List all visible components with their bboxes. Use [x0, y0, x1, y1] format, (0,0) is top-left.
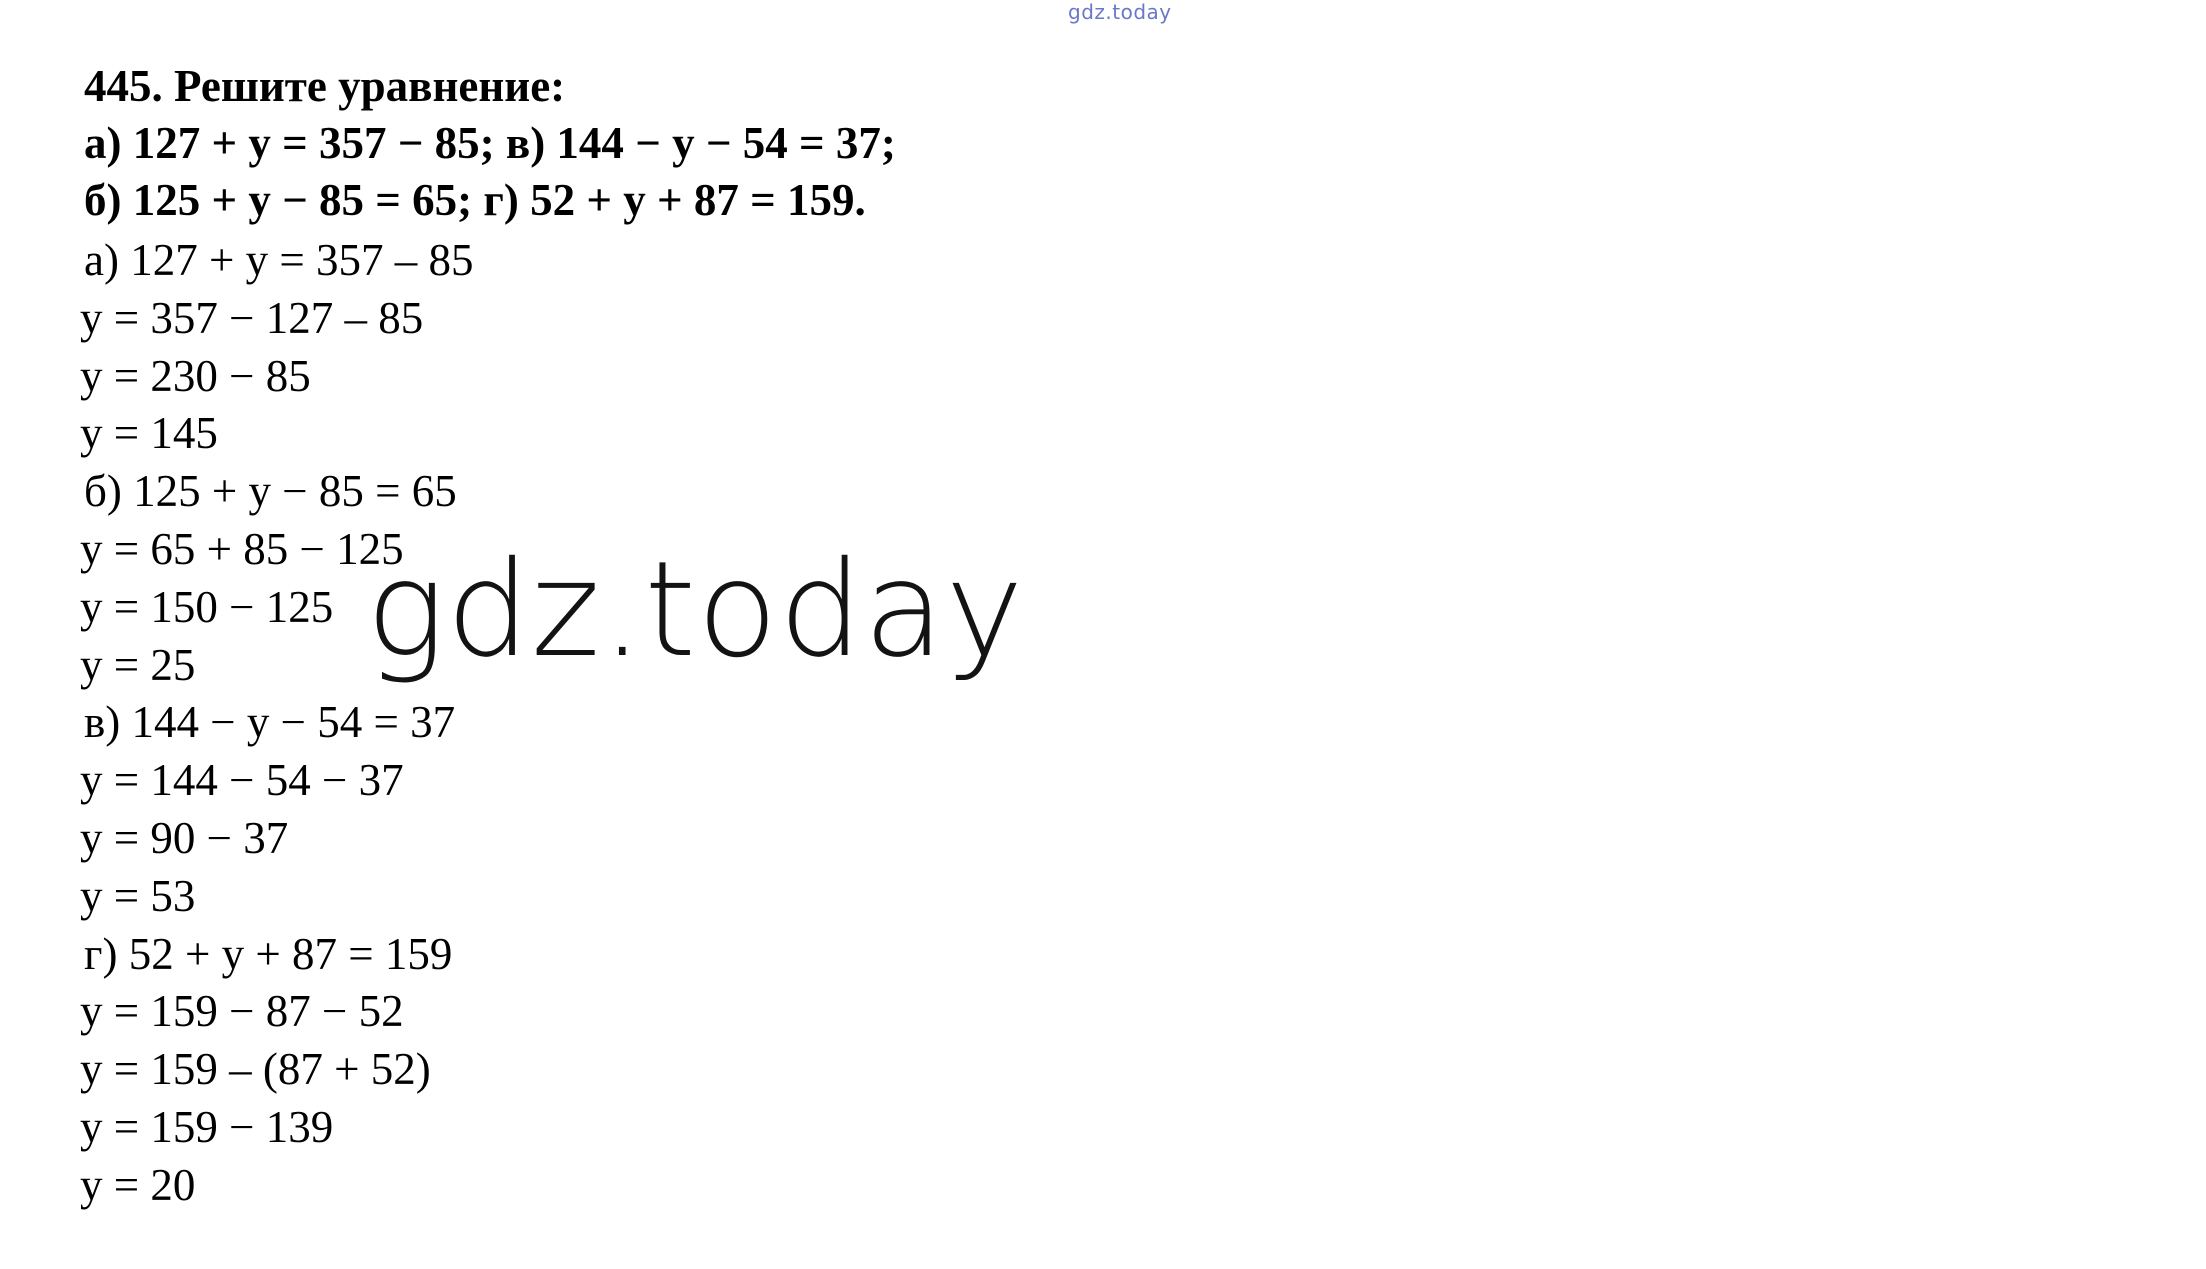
- solution-line: y = 20: [80, 1159, 196, 1210]
- solution-line: y = 159 – (87 + 52): [80, 1044, 431, 1095]
- solution-line: б) 125 + y − 85 = 65: [84, 466, 457, 517]
- solution-line: y = 150 − 125: [80, 581, 334, 632]
- solution-line: y = 144 − 54 − 37: [80, 755, 404, 806]
- solution-line: y = 357 − 127 – 85: [80, 292, 424, 343]
- solution-line: г) 52 + y + 87 = 159: [84, 928, 453, 979]
- solution-line: y = 25: [80, 639, 196, 690]
- solution-line: в) 144 − y − 54 = 37: [84, 697, 456, 748]
- solution-block: [80, 232, 2084, 1215]
- solution-line: y = 159 − 87 − 52: [80, 986, 404, 1037]
- problem-statement: [84, 58, 2084, 229]
- solution-line: y = 65 + 85 − 125: [80, 523, 404, 574]
- solution-line: y = 90 − 37: [80, 812, 289, 863]
- problem-equations-line-1: а) 127 + y = 357 − 85; в) 144 − y − 54 = 37;: [84, 118, 896, 168]
- solution-line: y = 53: [80, 870, 196, 921]
- solution-line: а) 127 + y = 357 – 85: [84, 235, 474, 285]
- problem-title: 445. Решите уравнение:: [84, 61, 566, 111]
- center-watermark-text: gdz.today: [366, 533, 1025, 687]
- solution-line: y = 145: [80, 408, 218, 459]
- solution-line: y = 230 − 85: [80, 350, 311, 401]
- problem-equations-line-2: б) 125 + y − 85 = 65; г) 52 + y + 87 = 159.: [84, 175, 866, 225]
- solution-line: y = 159 − 139: [80, 1101, 334, 1152]
- top-watermark-text: gdz.today: [1068, 0, 1172, 24]
